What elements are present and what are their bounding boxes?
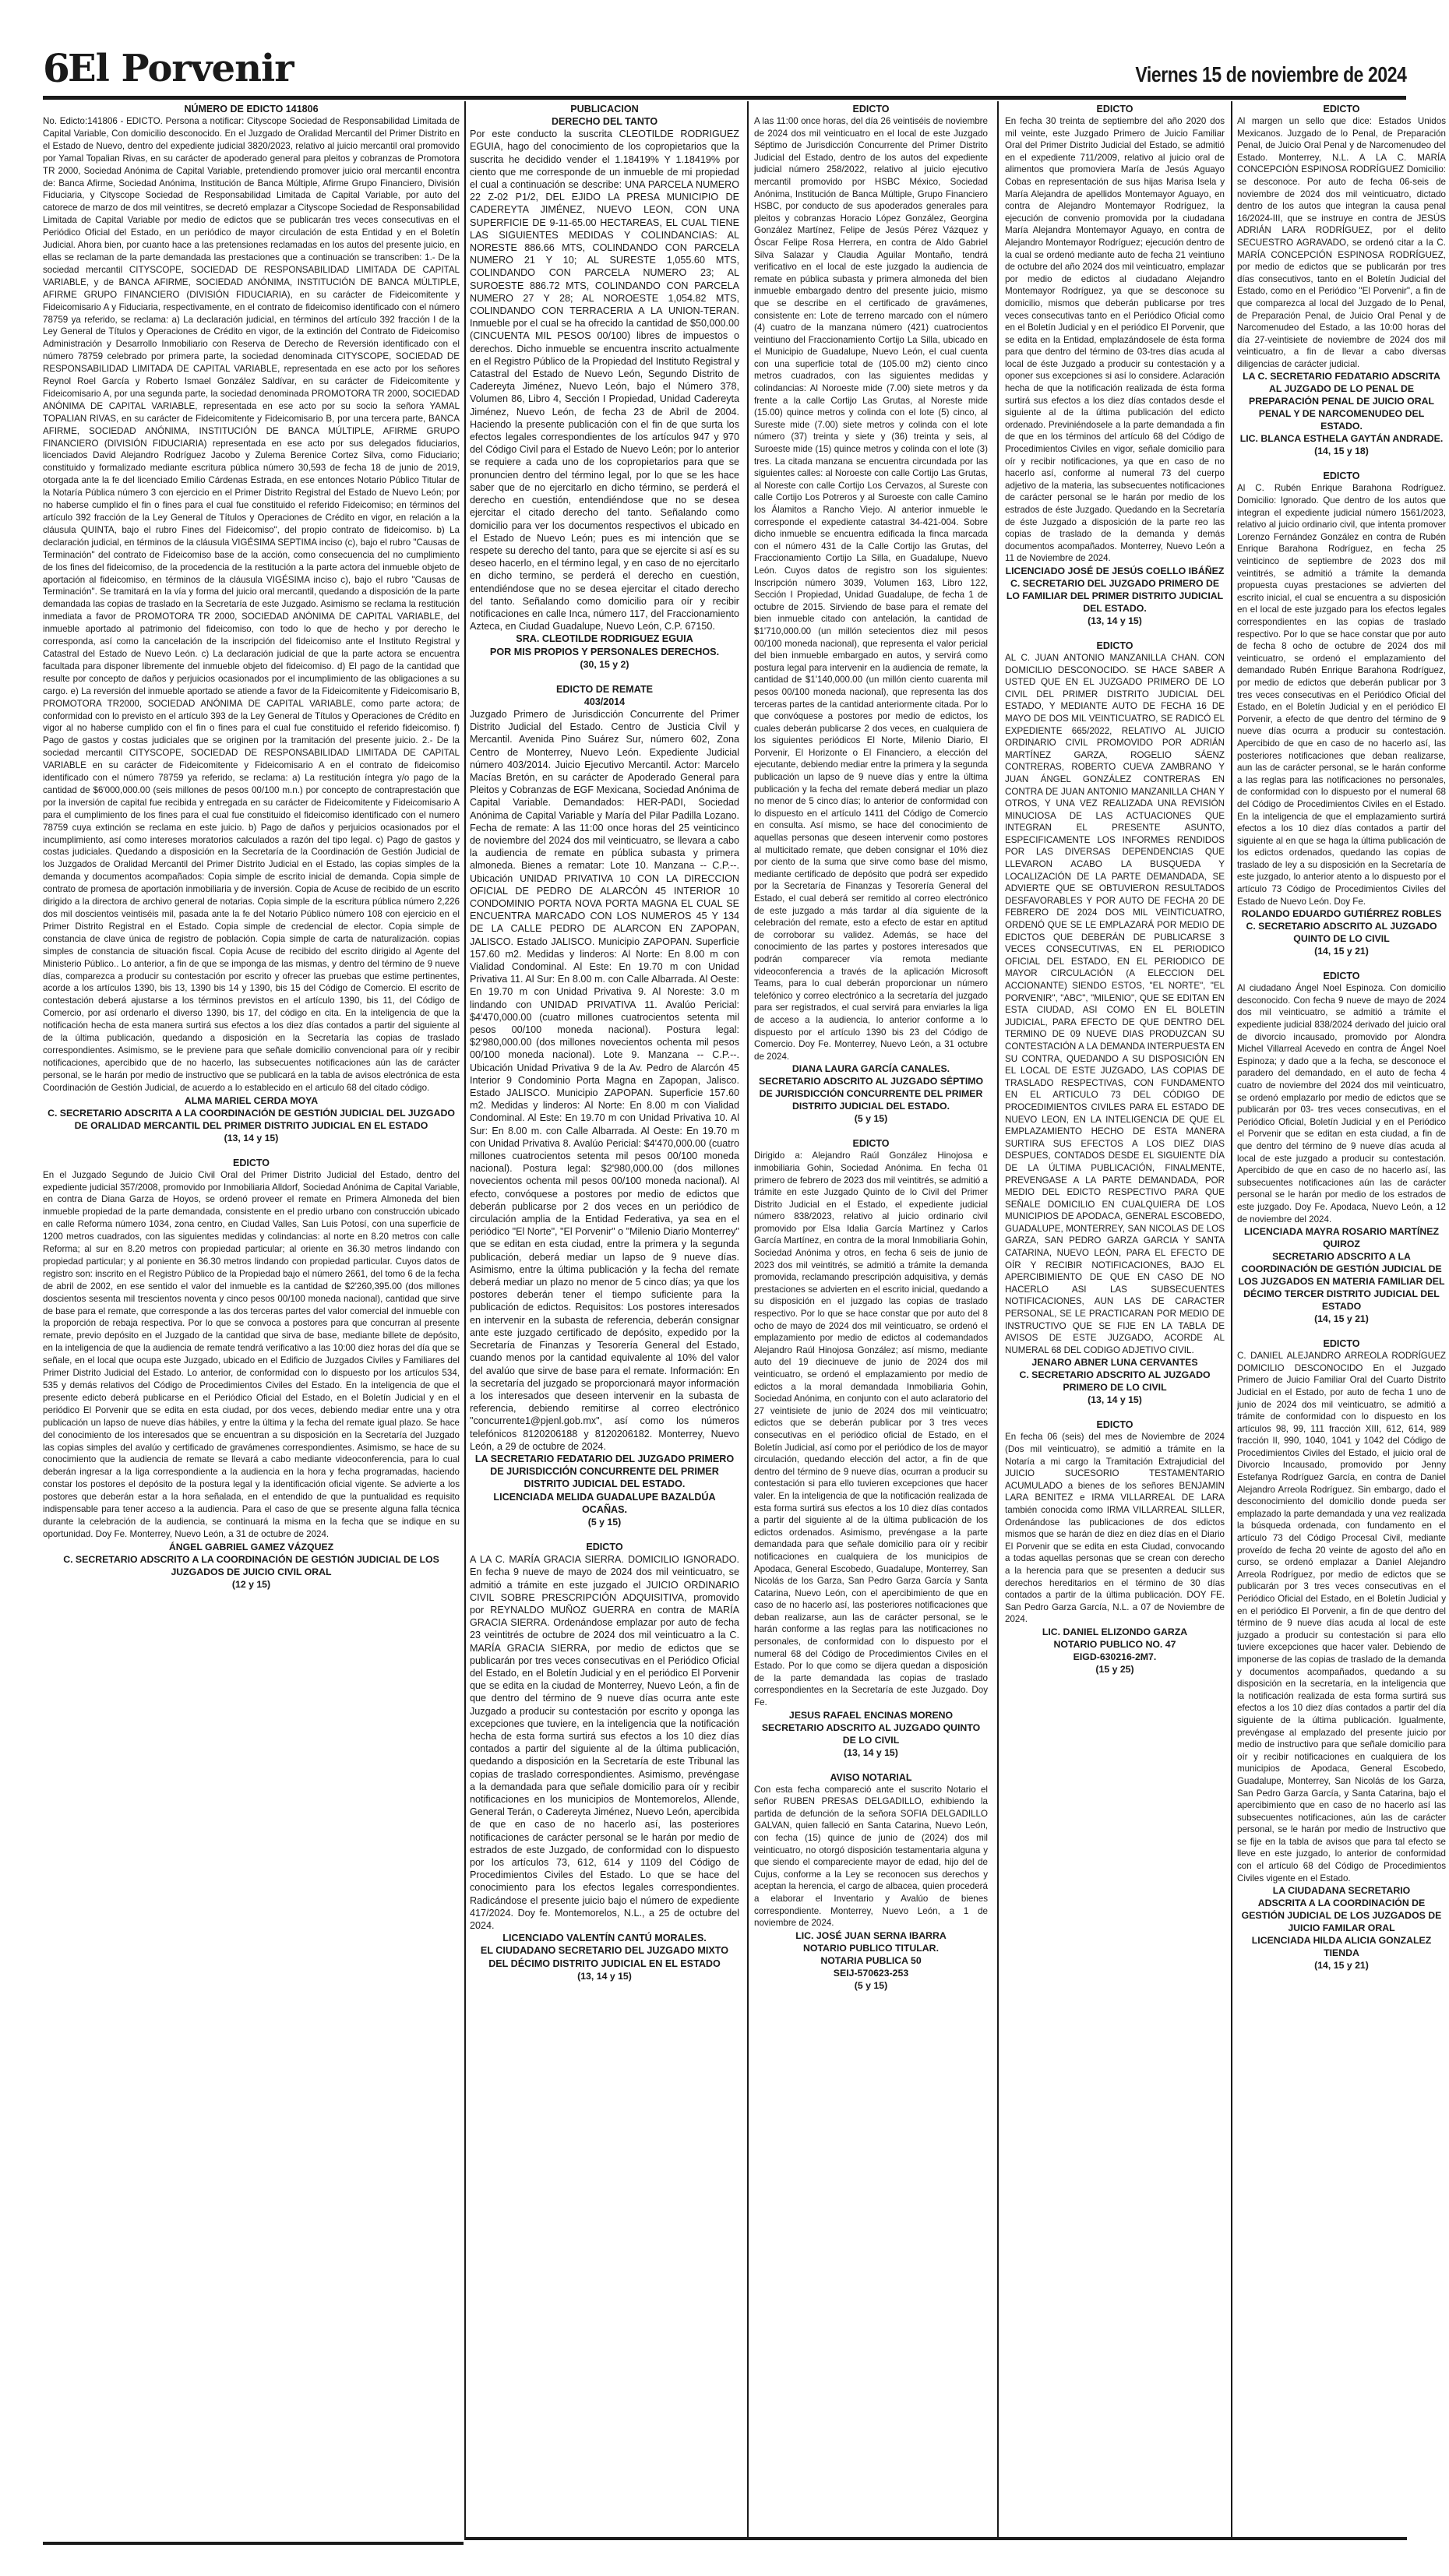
notice-signature-line: LICENCIADO JOSÉ DE JESÚS COELLO IBÁÑEZ: [1005, 565, 1225, 576]
notice-signature-line: LA C. SECRETARIO FEDATARIO ADSCRITA AL JUZGADO DE LO PENAL DE PREPARACIÓN PENAL DE JUICIO ORAL PENAL Y DE NARCOMENUDEO DEL ESTADO.: [1243, 371, 1440, 432]
publication-dates: (5 y 15): [854, 1113, 888, 1125]
notice-title: EDICTO: [1096, 104, 1133, 115]
column-1: [43, 103, 460, 2549]
legal-notice: [1005, 640, 1225, 1406]
notice-title: EDICTO: [1323, 104, 1360, 115]
publication-dates: (13, 14 y 15): [1088, 615, 1142, 626]
legal-notice: [470, 103, 739, 671]
notice-signature-line: NOTARIO PUBLICO NO. 47: [1053, 1638, 1176, 1650]
notice-signature-line: ADSCRITA A LA COORDINACIÓN DE GESTIÓN JUDICIAL DE LOS JUZGADOS DE JUICIO FAMILAR ORAL: [1241, 1898, 1442, 1934]
notice-signature-line: LA SECRETARIO FEDATARIO DEL JUZGADO PRIMERO DE JURISDICCIÓN CONCURRENTE DEL PRIMER DISTRITO JUDICIAL DEL ESTADO.: [474, 1453, 735, 1490]
notice-signature-line: POR MIS PROPIOS Y PERSONALES DERECHOS.: [489, 646, 720, 657]
notice-signature-line: EIGD-630216-2M7.: [1073, 1651, 1157, 1662]
notice-title: EDICTO: [852, 104, 890, 115]
publication-dates: (14, 15 y 18): [1314, 446, 1369, 457]
notice-body: Al margen un sello que dice: Estados Unidos Mexicanos. Juzgado de lo Penal, de Preparación Penal, de Juicio Oral Penal y de Narcomenudeo del Estado. Monterrey, N.L. A LA C. MARÍA CONCEPCIÓN ESPINOSA RODRÍGUEZ Domicilio: se desconoce. Por auto de fecha 06-seis de noviembre de 2024 dos mil veinticuatro, dictado dentro de los autos que integran la causa penal 16/2024-III, que se instruye en contra de JESÚS ADRIÁN LARA RODRÍGUEZ, por el delito SECUESTRO AGRAVADO, se ordenó citar a la C. MARÍA CONCEPCIÓN ESPINOSA RODRÍGUEZ, por medio de edictos que se publicarán por tres días consecutivos, tanto en el Boletín Judicial del Estado, como en el Periódico "El Porvenir", a fin de que comparezca al local del Juzgado de lo Penal, de Preparación Penal, de Juicio Oral Penal y de Narcomenudeo del Estado, a las 10:00 horas del día 27-veintisiete de noviembre de 2024 dos mil veinticuatro, a fin de llevar a cabo diversas diligencias de carácter judicial.: [1237, 116, 1446, 369]
notice-body: Al C. Rubén Enrique Barahona Rodríguez. Domicilio: Ignorado. Que dentro de los autos que integran el expediente judicial número 1561/2023, relativo al juicio ordinario civil, que intenta promover Lorenzo Fernández González en contra de Rubén Enrique Barahona Rodríguez, en fecha 25 veinticinco de septiembre de 2023 dos mil veintitrés, se admitió a trámite la demanda propuesta cuyas prestaciones se advierten del escrito inicial, el cual se encuentra a su disposición en el local de este juzgado para los efectos legales correspondientes en las copias de traslado respectivo. Por lo que se hace constar que por auto de fecha 8 ocho de octubre de 2024 dos mil veinticuatro, se ordenó el emplazamiento del demandado Rubén Enrique Barahona Rodríguez, por medio de edictos que deberán publicar por 3 tres veces consecutivas en el Periódico Oficial del Estado, en el Boletín Judicial y en el periódico El Porvenir, a efecto de que dentro del término de 9 nueve días ocurra a producir su contestación. Apercibido de que en caso de no hacerlo así, las posteriores notificaciones que deban realizarse, aun las de carácter personal, se le harán conforme a las reglas para las notificaciones no personales, de conformidad con lo dispuesto por el numeral 68 del Código de Procedimientos Civiles en el Estado. En la inteligencia de que el emplazamiento surtirá efectos a los 10 diez días contados a partir del siguiente al en que se haga la última publicación de los edictos ordenados, quedando las copias de traslado de ley a su disposición en la Secretaría de este juzgado, lo anterior atento a lo dispuesto por el artículo 73 Código de Procedimientos Civiles del Estado de Nuevo León. Doy Fe.: [1237, 483, 1446, 907]
notice-signature-line: C. SECRETARIO ADSCRITO A LA COORDINACIÓN DE GESTIÓN JUDICIAL DE LOS JUZGADOS DE JUICIO CIVIL ORAL: [63, 1553, 439, 1577]
notice-body: A LA C. MARÍA GRACIA SIERRA. DOMICILIO IGNORADO. En fecha 9 nueve de mayo de 2024 dos mil veinticuatro, se admitió a trámite en este juzgado el JUICIO ORDINARIO CIVIL SOBRE PRESCRIPCIÓN ADQUISITIVA, promovido por REYNALDO MUÑOZ GUERRA en contra de MARÍA GRACIA SIERRA. Ordenándose emplazar por auto de fecha 23 veintitrés de octubre de 2024 dos mil veinticuatro a la C. MARÍA GRACIA SIERRA, por medio de edictos que se publicarán por tres veces consecutivas en el Periódico Oficial del Estado, en el Boletín Judicial y en el periódico El Porvenir que se edita en la ciudad de Monterrey, Nuevo León, a fin de que dentro del término de 9 nueve días ocurra ante este Juzgado a producir su contestación por escrito y oponga las excepciones que tuviere, en la inteligencia que la notificación hecha de esta forma surtirá sus efectos a los 10 diez días contados a partir del siguiente al de la última publicación, quedando a disposición en la Secretaría de este Tribunal las copias de traslado correspondientes. Asimismo, prevéngase a la demandada para que señale domicilio para oír y recibir notificaciones en los municipios de Montemorelos, Allende, General Terán, o Cadereyta Jiménez, Nuevo León, apercibida de que en caso de no hacerlo así, las posteriores notificaciones de carácter personal se le harán por medio de estrados de este Juzgado, de conformidad con lo dispuesto por los artículos 73, 612, 614 y 1109 del Código de Procedimientos Civiles del Estado. Lo que se hace del conocimiento para los efectos legales correspondientes. Radicándose el presente juicio bajo el número de expediente 417/2024. Doy fe. Montemorelos, N.L., a 25 de octubre del 2024.: [470, 1554, 739, 1932]
publication-dates: (13, 14 y 15): [224, 1132, 279, 1144]
publication-dates: (13, 14 y 15): [1088, 1394, 1142, 1406]
notice-body: Al ciudadano Ángel Noel Espinoza. Con domicilio desconocido. Con fecha 9 nueve de mayo de 2024 dos mil veinticuatro, se admitió a trámite el expediente judicial 838/2024 derivado del juicio oral de divorcio incausado, promovido por Alondra Michel Villarreal Acevedo en contra de Ángel Noel Espinoza; y dado que a la fecha, se desconoce el paradero del demandado, en el auto de fecha 4 cuatro de noviembre del 2024 dos mil veinticuatro, se ordenó emplazarlo por medio de edictos que se publicarán por 03- tres veces consecutivas, en el Periódico Oficial, Boletín Judicial y en el Periódico el Porvenir que se editan en esta ciudad, a fin de que dentro del término de 9 nueve días acuda al local de este juzgado a producir su contestación. Apercibido de que en caso de no hacerlo así, las subsecuentes notificaciones aún las de carácter personal se le harán por medio de los estrados de este juzgado. Doy Fe. Apodaca, Nuevo León, a 12 de noviembre del 2024.: [1237, 983, 1446, 1225]
notice-body: Juzgado Primero de Jurisdicción Concurrente del Primer Distrito Judicial del Estado. Centro de Justicia Civil y Mercantil. Avenida Pino Suárez Sur, número 602, Zona Centro de Monterrey, Nuevo León. Expediente Judicial número 403/2014. Juicio Ejecutivo Mercantil. Actor: Marcelo Macías Bretón, en su carácter de Apoderado General para Pleitos y Cobranzas de EGF Mexicana, Sociedad Anónima de Capital Variable. Demandados: HER-PADI, Sociedad Anónima de Capital Variable y María del Pilar Padilla Lozano. Fecha de remate: A las 11:00 once horas del 25 veinticinco de noviembre del 2024 dos mil veinticuatro, se llevara a cabo la audiencia de remate en pública subasta y primera almoneda. Bienes a rematar: Lote 10. Manzana -- C.P.--. Ubicación UNIDAD PRIVATIVA 10 CON LA DIRECCION OFICIAL DE PEDRO DE ALARCÓN 45 INTERIOR 10 CONDOMINIO PORTA NOVA PORTA MAGNA EL CUAL SE ENCUENTRA MARCADO CON LOS NUMEROS 45 Y 134 DE LA CALLE PEDRO DE ALARCON EN ZAPOPAN, JALISCO. Estado JALISCO. Municipio ZAPOPAN. Superficie 157.60 m2. Medidas y linderos: Al Norte: En 8.00 m con Vialidad Condominal. Al Este: En 19.70 m con Unidad Privativa 11. Al Sur: En 8.00 m. con Calle Albarrada. Al Oeste: En 19.70 m con Unidad Privativa 9. Al Noreste: 3.0 m lindando con UNIDAD PRIVATIVA 11. Avalúo Pericial: $4'470,000.00 (cuatro millones cuatrocientos setenta mil pesos 00/100 moneda nacional). Postura legal: $2'980,000.00 (dos millones novecientos ochenta mil pesos 00/100 moneda nacional). Lote 9. Manzana -- C.P.--. Ubicación Unidad Privativa 9 de la Av. Pedro de Alarcón 45 Interior 9 Condominio Porta Magna en Zapopan, Jalisco. Estado JALISCO. Municipio ZAPOPAN. Superficie 157.60 m2. Medidas y linderos: Al Norte: En 8.00 m con Vialidad Condominal. Al Este: En 19.70 m con Unidad Privativa 10. Al Sur: En 8.00 m. con Calle Albarrada. Al Oeste: En 19.70 m con Unidad Privativa 8. Avalúo Pericial: $4'470,000.00 (cuatro millones cuatrocientos setenta mil pesos 00/100 moneda nacional). Postura legal: $2'980,000.00 (dos millones novecientos ochenta mil pesos 00/100 moneda nacional). Al efecto, convóquese a postores por medio de edictos que deberán publicarse por 2 dos veces en un periódico de circulación amplia de la Entidad Federativa, ya sea en el periódico "El Norte", "El Porvenir" o "Milenio Diario Monterrey" que se editan en esta ciudad, entre la primera y la segunda publicación, deberá mediar un lapso de 9 nueve días. Asimismo, entre la última publicación y la fecha del remate deberá mediar un plazo no menor de 5 cinco días; ya que los postores deberán tener el tiempo suficiente para la publicación de edictos. Requisitos: Los postores interesados en intervenir en la subasta de referencia, deberán consignar ante este juzgado certificado de depósito, expedido por la Secretaría de Finanzas y Tesorería General del Estado, cuando menos por la cantidad equivalente al 10% del valor del avalúo que sirve de base para el remate. Información: En la secretaría del juzgado se proporcionará mayor información a los interesados que deseen intervenir en la subasta de referencia, debiendo remitirse al correo electrónico "concurrente1@pjenl.gob.mx", así como los números telefónicos 8120206188 y 8120206182. Monterrey, Nuevo León, a 29 de octubre de 2024.: [470, 708, 739, 1452]
notice-signature-line: LIC. DANIEL ELIZONDO GARZA: [1042, 1626, 1188, 1637]
notice-signature-line: NOTARIO PUBLICO TITULAR.: [803, 1942, 939, 1954]
legal-notice: [1005, 103, 1225, 627]
notice-body: No. Edicto:141806 - EDICTO. Persona a notificar: Cityscope Sociedad de Responsabilidad Limitada de Capital Variable, Con domicilio desconocido. En el Juzgado de Oralidad Mercantil del Primer Distrito en el Estado de Nuevo, dentro del expediente judicial 3820/2023, relativo al juicio mercantil oral promovido por Yamal Topalian Rivas, en su carácter de apoderado general para pleitos y cobranzas de Promotora TR 2000, Sociedad Anónima de Capital Variable, pretendiendo promover juicio oral mercantil encontra de: Banca Afirme, Sociedad Anónima, Institución de Banca Múltiple, Afirme Grupo Financiero, División Fiduciaria, y Cityscope Sociedad de Responsabilidad Limitada de Capital Variable, por auto del catorece de marzo de dos mil veintitres, se decretó emplazar a Cityscope Sociedad de Responsabilidad Limitada de Capital Variable por medio de edictos que se publicarán tres veces consecutivas en el Periódico Oficial del Estado, en un periódico de mayor circulación de esta Entidad y en el Boletín Judicial. Ahora bien, por cuanto hace a las pretensiones reclamadas en los autos del presente juicio, en ellas se reclaman de la parte demandada las prestaciones que a continuación se transcriben: 1.- De la sociedad mercantil CITYSCOPE, SOCIEDAD DE RESPONSABILIDAD LIMITADA DE CAPITAL VARIABLE, y de BANCA AFIRME, SOCIEDAD ANÓNIMA, INSTITUCIÓN DE BANCA MÚLTIPLE, AFIRME GRUPO FINANCIERO (DIVISIÓN FIDUCIARIA), en su carácter de Fideicomitente y Fideicomisario A y Fiduciaria, respectivamente, en el contrato de fideicomiso identificado con el número 78759 ya referido, se reclama: a) La declaración judicial, en términos del artículo 392 fracción I de la Ley General de Títulos y Operaciones de Crédito en vigor, de la extinción del Contrato de Fideicomiso Administración y Desarrollo Inmobiliario con Reserva de Derecho de Reversión identificado con el número 78759 celebrado por primera parte, la sociedad denominada CITYSCOPE, SOCIEDAD DE RESPONSABILIDAD LIMITADA DE CAPITAL VARIABLE, representada en ese acto por los señores Reynol Roel García y Roberto Ismael González Saldívar, en su carácter de Fideicomitente y Fideicomisario A, por una segunda parte, la sociedad denominada PROMOTORA TR 2000, SOCIEDAD ANÓNIMA DE CAPITAL VARIABLE, representada en ese acto por su socio la señora YAMAL TOPALIAN RIVAS, en su carácter de Fideicomitente y Fideicomisario B, por una tercera parte, BANCA AFIRME, SOCIEDAD ANÓNIMA, INSTITUCIÓN DE BANCA MÚLTIPLE, AFIRME GRUPO FINANCIERO (DIVISIÓN FIDUCIARIA) representada en ese acto por sus delegados fiduciarios, licenciados David Alejandro Rodríguez Jacobo y Zulema Berenice Cortez Silva, como Fiduciario; constituido y formalizado mediante escritura pública número 30,593 de fecha 18 de junio de 2019, otorgada ante la fe del licenciado Emilio Cárdenas Estrada, en ese entonces Notario Público Titular de la Notaría Pública número 3 con ejercicio en el Primer Distrito Registral del Estado de Nuevo León; por no haberse cumplido el fin o fines para el cual fue constituido el referido Fideicomiso; en términos del artículo 392 fracción de la Ley General de Títulos y Operaciones de Crédito en vigor, en relación a la cláusula QUINTA, bajo el rubro Fines del Fideicomiso", del propio contrato de fideicomiso. b) La declaración judicial, en términos de la cláusula VIGÉSIMA SEPTIMA inciso (c), bajo el rubro "Causas de Terminación" del contrato de Fideicomiso base de la acción, como consecuencia del no cumplimiento de los fines del fideicomiso, de la procedencia de la restitución a la parte actora del inmueble objeto de aportación al fideicomiso, en términos de la cláusula VIGÉSIMA inciso c), bajo el rubro "Causas de Terminación". Se tramitará en la vía y forma del juicio oral mercantil, quedando a disposición de la parte demandada las copias de traslado en la Secretaría de este Juzgado. Asimismo se reclama la restitución inmediata a favor de PROMOTORA TR 2000, SOCIEDAD ANÓNIMA DE CAPITAL VARIABLE, del inmueble aportado al patrimonio del fideicomiso, con todo lo que de hecho y por derecho le corresponda, así como la cancelación de la inscripción del fideicomiso ante el Instituto Registral y Catastral del Estado de Nuevo León. c) La declaración judicial de que la parte actora se encuentra facultada para disponer libremente del inmueble objeto del fideicomiso. d) El pago de la cantidad que resulte por concepto de daños y perjuicios ocasionados por el incumplimiento de las obligaciones a su cargo. e) La reversión del inmueble aportado se atiende a favor de la Fideicomitente y Fideicomisario B, PROMOTORA TR2000, SOCIEDAD ANÓNIMA DE CAPITAL VARIABLE, como parte actora; de conformidad con lo previsto en el artículo 393 de la Ley General de Títulos y Operaciones de Crédito en vigor al no haberse cumplido con el fin o fines para el cual fue constituido el referido fideicomiso. f) Pago de gastos y costas judiciales que se originen por la tramitación del presente juicio. 2.- De la sociedad mercantil CITYSCOPE, SOCIEDAD DE RESPONSABILIDAD LIMITADA DE CAPITAL VARIABLE en su carácter de Fideicomitente y Fideicomisario A en el contrato de fideicomiso identificado con el número 78759 ya referido, se reclama: a) La restitución íntegra y/o pago de la cantidad de $6'000,000.00 (seis millones de pesos 00/100 m.n.) por concepto de contraprestación que por la inversión de capital fue recibida y entregada en su carácter de Fideicomitente y Fideicomisario A para el cumplimiento de los fines para el cual fue constituido el fideicomiso identificado con el numero 78759 cuya extinción se reclama en este juicio. b) Pago de daños y perjuicios ocasionados por el incumplimiento, así como intereses moratorios calculados a razón del tipo legal. c) Pago de gastos y costas judiciales. Quedando a disposición en la Secretaría de la Coordinación de Gestión Judicial de los Juzgados de Oralidad Mercantil del Primer Distrito Judicial en el Estado, las copias simples de la demanda y documentos acompañados: Copia simple de escrito inicial de demanda. Copia simple de contrato de promesa de aportación inmobiliaria y de inversión. Copia de Acuse de recibido de un escrito dirigido a la directora de archivo general de notarias. Copia simple de la escritura pública número 2,226 dos mil doscientos veintiséis mil, pasada ante la fe del Notario Público número 108 con ejercicio en el Primer Distrito Registral en el Estado. Copia simple de credencial de elector. Copia simple de constancia de clave única de registro de población. Copia simple de carta de naturalización. copias simples de constancia de situación fiscal. Copia Acuse de recibido del escrito dirigido al Agente del Ministerio Público.. Lo anterior, a fin de que se imponga de las mismas, y dentro del término de 9 nueve días, comparezca a producir su contestación por escrito y ofrecer las pruebas que estime pertinentes, acorde a los artículos 1390, bis 13, 1390 bis 14 y 1390, bis 15 del Código de Comercio. El escrito de contestación deberá ajustarse a los términos previstos en el artículo 1390, bis 11, del Código de Comercio, por así ordenarlo el diverso 1390, bis 17, del código en cita. En la inteligencia de que la notificación hecha de esta manera surtirá sus efectos a los diez días contados a partir del siguiente al de la última publicación, quedando a disposición en la Secretaría las copias de traslado correspondientes. Asimismo, se le previene para que señale domicilio convencional para oír y recibir notificaciones, apercibido que de no hacerlo, las subsecuentes notificaciones aún las de carácter personal, se le harán por medio de instructivo que se publicará en la tabla de avisos electrónica de esta Coordinación de Gestión Judicial, de acuerdo a lo establecido en el articulo 68 del citado código.: [43, 116, 460, 1093]
notice-signature-line: SECRETARIO ADSCRITO AL JUZGADO QUINTO DE LO CIVIL: [761, 1721, 981, 1746]
notice-title: AVISO NOTARIAL: [830, 1771, 912, 1783]
notice-body: C. DANIEL ALEJANDRO ARREOLA RODRÍGUEZ DOMICILIO DESCONOCIDO En el Juzgado Primero de Juicio Familiar Oral del Cuarto Distrito Judicial en el Estado, por auto de fecha 1 uno de junio de 2024 dos mil veinticuatro, se admitió a trámite de conformidad con lo dispuesto en los artículos 98, 99, 111 fracción XIII, 612, 614, 989 fracción II, 990, 1040, 1041 y 1042 del Código de Procedimientos Civiles del Estado, el juicio oral de Divorcio Incausado, promovido por Jenny Estefanya Rodríguez García, en contra de Daniel Alejandro Arreola Rodríguez. Sin embargo, dado el desconocimiento del domicilio donde pueda ser emplazado la parte demandada y una vez realizada la búsqueda ordenada, con fundamento en el artículo 73 del Código Procesal Civil, mediante proveído de fecha 20 veinte de agosto del año en curso, se ordenó emplazar a Daniel Alejandro Arreola Rodríguez, por medio de edictos que se publicarán por 3 tres veces consecutivas en el Periódico Oficial del Estado, en el Boletín Judicial y en el periódico El Porvenir, a fin de que dentro del término de 9 nueve días acuda al local de este juzgado a producir su contestación si para ello tuviere excepciones que hacer valer. Debiendo de imponerse de las copias de traslado de la demanda y documentos acompañados, quedando a su disposición en la secretaría, en la inteligencia que la notificación realizada de esta forma surtirá sus efectos a los 10 diez días contados a partir del día siguiente de la última publicación. Igualmente, prevéngase al emplazado del presente juicio por medio de instructivo para que señale domicilio para oír y recibir notificaciones en cualquiera de los municipios de Apodaca, General Escobedo, Guadalupe, Monterrey, San Nicolás de los Garza, San Pedro Garza García, y Santa Catarina, bajo el apercibimiento que en caso de no hacerlo así las subsecuentes notificaciones, aún las de carácter personal, se le harán por medio de Instructivo que se fije en la tabla de avisos que para tal efecto se lleve en este juzgado, lo anterior de conformidad con el artículo 68 del Código de Procedimientos Civiles vigente en el Estado.: [1237, 1351, 1446, 1884]
masthead: [43, 45, 1406, 97]
footer-rule: [464, 2537, 1407, 2540]
notice-signature-line: LA CIUDADANA SECRETARIO: [1272, 1885, 1411, 1897]
publication-dates: (13, 14 y 15): [844, 1746, 898, 1758]
notice-body: En el Juzgado Segundo de Juicio Civil Oral del Primer Distrito Judicial del Estado, dentro del expediente judicial 357/2008, promovido por Inmobiliaria Alldorf, Sociedad Anónima de Capital Variable, en contra de Diana Garza de Hoyos, se ordenó proveer el remate en Primera Almoneda del bien inmueble propiedad de la parte demandada, consistente en el predio urbano con construcción ubicado en calle Reforma número 1034, zona centro, en Ciudad Valles, San Luis Potosí, con una superficie de 1200 metros cuadrados, con las siguientes medidas y colindancias: al norte en 8.20 metros con calle Reforma; al sur en 8.20 metros con propiedad particular; al oriente en 36.30 metros lindando con propiedad particular; y al poniente en 36.30 metros lindando con propiedad particular. Cuyos datos de registro son: inscrito en el Registro Público de la Propiedad bajo el número 2661, del tomo 6 de la fecha de abril de 2002, en ese sentido el valor del inmueble es la cantidad de $2'260,395.00 (dos millones doscientos sesenta mil trescientos noventa y cinco pesos 00/100 moneda nacional), cantidad que sirve de base para el remate, que corresponde a las dos terceras partes del valor comercial del inmueble con la proporción de rebaja respectiva. Por lo que se convoca a postores para que concurran al presente remate, previo depósito en el Juzgado de la cantidad que sirva de base, mediante billete de depósito, en la inteligencia de que la audiencia de remate tendrá verificativo a las 10:00 diez horas del día que se señale, en el local que ocupa este Juzgado, ubicado en el Edificio de Juzgados Civiles y Familiares del Primer Distrito Judicial del Estado. Lo anterior, de conformidad con lo dispuesto por los artículos 534, 535 y demás relativos del Código de Procedimientos Civiles del Estado. En la inteligencia de que el presente edicto deberá publicarse en el Periódico Oficial del Estado, en el Boletín Judicial y en el periódico El Porvenir que se edita en esta ciudad, por dos veces, debiendo mediar entre una y otra publicación un lapso de nueve días hábiles, y entre la última y la fecha del remate igual plazo. Se hace del conocimiento de los interesados que se encuentran a su disposición en la Secretaría del Juzgado las copias simples del avalúo y certificado de gravámenes correspondientes. Asimismo, se hace de su conocimiento que la audiencia de remate se llevará a cabo mediante videoconferencia, para lo cual deberán ingresar a la liga correspondiente a la audiencia en la hora y fecha programadas, haciendo constar los postores el depósito de la postura legal y la identificación oficial vigente. Se advierte a los postores que deberán estar a la hora señalada, en el entendido de que la puntualidad es requisito indispensable para tener acceso a la audiencia. Para el caso de que se presente alguna falla técnica durante la celebración de la audiencia, se continuará la misma en la fecha que se indique en su oportunidad. Doy Fe. Monterrey, Nuevo León, a 31 de octubre de 2024.: [43, 1169, 460, 1539]
notice-signature-line: SECRETARIO ADSCRITO AL JUZGADO SÉPTIMO DE JURISDICCIÓN CONCURRENTE DEL PRIMER DISTRITO JUDICIAL DEL ESTADO.: [758, 1076, 984, 1112]
publication-dates: (14, 15 y 21): [1314, 946, 1369, 957]
notice-signature-line: C. SECRETARIO ADSCRITO AL JUZGADO PRIMERO DE LO CIVIL: [1019, 1369, 1211, 1394]
notice-subtitle: 403/2014: [583, 696, 626, 707]
footer-rule: [43, 2542, 464, 2545]
column-3: [754, 103, 988, 2537]
notice-signature-line: C. SECRETARIO ADSCRITA A LA COORDINACIÓN DE GESTIÓN JUDICIAL DEL JUZGADO DE ORALIDAD MERCANTIL DEL PRIMER DISTRITO JUDICIAL EN EL ESTADO: [48, 1107, 455, 1131]
notice-signature-line: SRA. CLEOTILDE RODRIGUEZ EGUIA: [516, 633, 693, 645]
notice-body: En fecha 30 treinta de septiembre del año 2020 dos mil veinte, este Juzgado Primero de Juicio Familiar Oral del Primer Distrito Judicial del Estado, se admitió en el expediente 711/2009, relativo al juicio oral de alimentos que promoviera María de Jesús Aguayo Cobas en representación de sus hijas Marisa Isela y María Alejandra de apellidos Montemayor Aguayo, en contra de Alejandro Montemayor Rodríguez, la ejecución de convenio promovida por la ciudadana María Alejandra Montemayor Aguayo, en contra de Alejandro Montemayor Rodríguez; ejecución dentro de la cual se ordenó mediante auto de fecha 21 veintiuno de octubre del año 2024 dos mil veinticuatro, emplazar por medio de edictos al ciudadano Alejandro Montemayor Rodríguez, ya que se desconoce su domicilio, mismos que deberán publicarse por tres veces consecutivas tanto en el Periódico Oficial como en el Boletín Judicial y en el periódico El Porvenir, que se edita en la Entidad, emplazándosele de ésta forma para que dentro del término de 03-tres días acuda al local de éste Juzgado a producir su contestación y a oponer sus excepciones si así lo considere. Aclaración hecha de que la notificación realizada de ésta forma surtirá sus efectos a los diez días contados desde el siguiente al de la última publicación del edicto ordenado. Previniéndosele a la parte demandada a fin de que en los términos del artículo 68 del Código de Procedimientos Civiles en vigor, señale domicilio para oír y recibir notificaciones, ya que en caso de no hacerlo así, conforme al numeral 73 del cuerpo adjetivo de la materia, las subsecuentes notificaciones de carácter personal se le harán por medio de los estrados de éste Juzgado. Quedando en la Secretaría de éste Juzgado a disposición de la parte reo las copias de traslado de la demanda y demás documentos acompañados. Monterrey, Nuevo León a 11 de Noviembre de 2024.: [1005, 116, 1225, 564]
notice-title: EDICTO: [1096, 1419, 1133, 1431]
notice-title: EDICTO: [1323, 470, 1360, 482]
notice-signature-line: SECRETARIO ADSCRITO A LA COORDINACIÓN DE GESTIÓN JUDICIAL DE LOS JUZGADOS EN MATERIA FAMILIAR DEL DÉCIMO TERCER DISTRITO JUDICIAL DEL ESTADO: [1238, 1251, 1445, 1313]
legal-notice: [754, 1137, 988, 1758]
notice-signature-line: LICENCIADO VALENTÍN CANTÚ MORALES.: [502, 1933, 707, 1944]
notice-body: Dirigido a: Alejandro Raúl González Hinojosa e inmobiliaria Gohin, Sociedad Anónima. En fecha 01 primero de febrero de 2023 dos mil veintitrés, se admitió a trámite en este Juzgado Quinto de lo Civil del Primer Distrito Judicial en el Estado, el expediente judicial número 838/2023, relativo al juicio ordinario civil promovido por Elsa Idalia García Martínez y Carlos García Martínez, en contra de la moral Inmobiliaria Gohin, Sociedad Anónima y otros, en fecha 6 seis de junio de 2023 dos mil veintitrés, se admitió a trámite la demanda promovida, reclamando prescripción adquisitiva, y demás prestaciones se advierten en el escrito inicial, quedando a su disposición en el juzgado las copias de traslado respectivo. Por lo que se hace constar que por auto del 8 ocho de mayo de 2024 dos mil veinticuatro, se ordenó el emplazamiento por medio de edictos al codemandados Alejandro Raúl Hinojosa González; así mismo, mediante auto del 19 diecinueve de junio de 2024 dos mil veinticuatro, se ordenó el emplazamiento por medio de edictos a la moral demandada Inmobiliaria Gohin, Sociedad Anónima, en conjunto con el auto aclaratorio del 27 veintisiete de junio de 2024 dos mil veinticuatro; edictos que se deberán publicar por 3 tres veces consecutivas en el periódico oficial de Estado, en el Boletín Judicial, así como por el periódico de los de mayor circulación, quedando elección del actor, a fin de que dentro del término de 9 nueve días, ocurran a producir su contestación si para ello tuvieren excepciones que hacer valer. En la inteligencia de que la notificación realizada de esta forma surtirá sus efectos a los 10 diez días contados a partir del siguiente al de la última publicación de los edictos ordenados. Asimismo, prevéngase a la parte demandada para que señale domicilio para oír y recibir notificaciones en cualquiera de los municipios de Apodaca, General Escobedo, Guadalupe, Monterrey, San Nicolás de los Garza, San Pedro Garza García y Santa Catarina, Nuevo León, con el apercibimiento de que en caso de no hacerlo así, las posteriores notificaciones que deban realizarse, aun las de carácter personal, se le harán conforme a las reglas para las notificaciones no personales, de conformidad con lo dispuesto por el numeral 68 del Código de Procedimientos Civiles en el Estado. Por lo que como se dijera quedan a disposición de la parte demandada las copias de traslado correspondientes en la Secretaría de este Juzgado. Doy Fe.: [754, 1151, 988, 1708]
legal-notice: [43, 1157, 460, 1591]
publication-dates: (30, 15 y 2): [580, 658, 629, 670]
notice-title: EDICTO: [1096, 640, 1133, 651]
notice-title: EDICTO: [233, 1157, 270, 1168]
legal-notice: [754, 1771, 988, 1992]
publication-dates: (5 y 15): [587, 1516, 622, 1528]
notice-signature-line: ALMA MARIEL CERDA MOYA: [184, 1094, 319, 1106]
notice-title: EDICTO: [586, 1541, 623, 1552]
newspaper-logo: El Porvenir: [68, 47, 294, 90]
notice-body: Con esta fecha compareció ante el suscrito Notario el señor RUBEN PRESAS DELGADILLO, exhibiendo la partida de defunción de la señora SOFIA DELGADILLO GALVAN, quien falleció en Santa Catarina, Nuevo León, con fecha (15) quince de junio de (2024) dos mil veinticuatro, no otorgó disposición testamentaria alguna y que siendo el compareciente mayor de edad, hijo del de Cujus, conforme a la Ley se reconocen sus derechos y aceptan la herencia, el cargo de albacea, quien procederá a elaborar el Inventario y Avalúo de bienes correspondiente. Monterrey, Nuevo León, a 1 de noviembre de 2024.: [754, 1784, 988, 1929]
column-2: [470, 103, 739, 2537]
notice-title: PUBLICACION: [570, 104, 639, 115]
publication-dates: (15 y 25): [1095, 1663, 1134, 1675]
notice-signature-line: LICENCIADA MAYRA ROSARIO MARTÍNEZ QUIROZ: [1243, 1226, 1440, 1250]
column-divider: [997, 101, 999, 2539]
issue-date: Viernes 15 de noviembre de 2024: [1134, 62, 1406, 86]
legal-notice: [1237, 470, 1446, 957]
notice-signature-line: SEIJ-570623-253: [833, 1967, 909, 1979]
notice-signature-line: LIC. JOSÉ JUAN SERNA IBARRA: [795, 1929, 947, 1941]
legal-notice: [754, 103, 988, 1125]
notice-signature-line: LICENCIADA MELIDA GUADALUPE BAZALDÚA OCAÑAS.: [493, 1491, 716, 1515]
column-5: [1237, 103, 1446, 2549]
legal-notice: [1237, 1337, 1446, 1972]
notice-signature-line: EL CIUDADANO SECRETARIO DEL JUZGADO MIXTO DEL DÉCIMO DISTRITO JUDICIAL EN EL ESTADO: [480, 1945, 729, 1969]
column-divider: [464, 101, 466, 2539]
notice-body: A las 11:00 once horas, del día 26 veintiséis de noviembre de 2024 dos mil veinticuatro en el local de este Juzgado Séptimo de Jurisdicción Concurrente del Primer Distrito Judicial del Estado, dentro de los autos del expediente judicial número 258/2022, relativo al juicio ejecutivo mercantil promovido por HSBC México, Sociedad Anónima, Institución de Banca Múltiple, Grupo Financiero HSBC, por conducto de sus apoderados generales para pleitos y cobranzas Horacio López González, Georgina González Martínez, Felipe de Jesús Pérez Vázquez y Óscar Felipe Rosa Herrera, en contra de Aldo Gabriel Silva Salazar y Claudia Aguilar Montaño, tendrá verificativo en el local de este juzgado la audiencia de remate en pública subasta y primera almoneda del bien inmueble embargado dentro del presente juicio, mismo que se describe en el certificado de gravámenes, consistente en: Lote de terreno marcado con el número (4) cuatro de la manzana número (421) cuatrocientos veintiuno del Fraccionamiento Cortijo La Silla, ubicado en el Municipio de Guadalupe, Nuevo León, el cual cuenta con una superficie total de (105.00 m2) ciento cinco metros cuadrados, con las siguientes medidas y colindancias: Al Noroeste mide (7.00) siete metros y da frente a la calle Cortijo Las Grutas, al Noreste mide (15.00) quince metros y colinda con el lote (5) cinco, al Sureste mide (7.00) siete metros y colinda con el lote número (37) treinta y siete y (36) treinta y seis, al Suroeste mide (15) quince metros y colinda con el lote (3) tres. La citada manzana se encuentra circundada por las siguientes calles: al Noroeste con calle Cortijo Las Grutas, al Noreste con calle Cortijo Los Cervazos, al Sureste con calle Cortijo Los Potreros y al Suroeste con calle Camino los Álamitos a Rancho Viejo. Al anterior inmueble le corresponde el expediente catastral 34-421-004. Sobre dicho inmueble se encuentra edificada la finca marcada con el número 431 de la Calle Cortijo las Grutas, del Fraccionamiento Cortijo La Silla, en Guadalupe, Nuevo León. Cuyos datos de registro son los siguientes: Inscripción número 3039, Volumen 163, Libro 122, Sección I Propiedad, Unidad Guadalupe, de fecha 1 de octubre de 2015. Sirviendo de base para el remate del bien inmueble citado con antelación, la cantidad de $1'710,000.00 (un millón setecientos diez mil pesos 00/100 moneda nacional), que representa el valor pericial del bien inmueble embargado en autos, y servirá como postura legal para intervenir en la audiencia de remate, la cantidad de $1'140,000.00 (un millón ciento cuarenta mil pesos 00/100 moneda nacional), que representa las dos terceras partes de la cantidad anteriormente citada. Por lo que convóquese a postores por medio de edictos, los cuales deberán publicarse 2 dos veces, en cualquiera de los siguientes periódicos El Norte, Milenio Diario, El Porvenir, El Horizonte o El Financiero, a elección del ejecutante, debiendo mediar entre la primera y la segunda publicación un lapso de 9 nueve días y entre la última publicación y la fecha del remate deberá mediar un plazo no menor de 5 cinco días; lo anterior de conformidad con lo dispuesto en el artículo 1411 del Código de Comercio en consulta. Así mismo, se hace del conocimiento de aquellas personas que deseen intervenir como postores al multicitado remate, que deben consignar el 10% diez por ciento de la suma que sirve como base del mismo, mediante certificado de depósito que podrá ser expedido por la Secretaría de Finanzas y Tesorería General del Estado, el cual deberá ser remitido al correo electrónico de este juzgado a más tardar al día siguiente de la celebración del remate, esto a efecto de estar en aptitud de corroborar su validez. Además, se hace del conocimiento de las partes y postores interesados que podrán comparecer vía remota mediante videoconferencia a través de la aplicación Microsoft Teams, para lo cual deberán proporcionar un número telefónico y correo electrónico a la secretaría del juzgado para ser registrados, el cual servirá para enviarles la liga de acceso a la audiencia, lo anterior conforme a lo dispuesto por el artículo 1390 bis 23 del Código de Comercio. Doy Fe. Monterrey, Nuevo León, a 31 octubre de 2024.: [754, 116, 988, 1062]
column-4: [1005, 103, 1225, 2537]
publication-dates: (12 y 15): [231, 1578, 271, 1590]
legal-notice: [470, 1541, 739, 1982]
notice-subtitle: DERECHO DEL TANTO: [551, 116, 658, 128]
notice-signature-line: C. SECRETARIO DEL JUZGADO PRIMERO DE LO FAMILIAR DEL PRIMER DISTRITO JUDICIAL DEL ESTADO.: [1006, 577, 1224, 614]
notice-signature-line: NOTARIA PUBLICA 50: [820, 1954, 922, 1966]
legal-notice: [1237, 970, 1446, 1325]
notice-title: EDICTO DE REMATE: [555, 683, 654, 695]
publication-dates: (5 y 15): [854, 1979, 888, 1991]
notice-signature-line: DIANA LAURA GARCÍA CANALES.: [791, 1063, 950, 1075]
column-divider: [747, 101, 749, 2539]
legal-notice: [470, 683, 739, 1528]
notice-title: NÚMERO DE EDICTO 141806: [184, 104, 319, 115]
publication-dates: (14, 15 y 21): [1314, 1313, 1369, 1325]
legal-notice: [1237, 103, 1446, 457]
notice-body: Por este conducto la suscrita CLEOTILDE RODRIGUEZ EGUIA, hago del conocimiento de los copropietarios que la suscrita he decidido vender el 1.18419% Y 1.18419% por ciento que me corresponde de un inmueble de mi propiedad el cual a continuación se describe: UNA PARCELA NUMERO 22 Z-02 P1/2, DEL EJIDO LA PRESA MUNICIPIO DE CADEREYTA JIMÉNEZ, NUEVO LEON, CON UNA SUPERFICIE DE 9-11-65.00 HECTAREAS, EL CUAL TIENE LAS SIGUIENTES MEDIDAS Y COLINDANCIAS: AL NORESTE 886.66 MTS, COLINDANDO CON PARCELA NUMERO 21 Y 10; AL SURESTE 1,055.60 MTS, COLINDANDO CON PARCELA NUMERO 23; AL SUROESTE 886.72 MTS, COLINDANDO CON PARCELA NUMERO 27 Y 28; AL NOROESTE 1,054.82 MTS, COLINDANDO CON TERRACERIA A LA UNION-TERAN. Inmueble por el cual se ha ofrecido la cantidad de $50,000.00 (CINCUENTA MIL PESOS 00/100) libres de impuestos o derechos. Dicho inmueble se encuentra inscrito actualmente en el Registro Público de la Propiedad del Instituto Registral y Catastral del Estado de Nuevo León, Segundo Distrito de Cadereyta Jiménez, Nuevo León, bajo el Número 378, Volumen 86, Libro 4, Sección I Propiedad, Unidad Cadereyta Jiménez, Nuevo León, de fecha 23 de Abril de 2004. Haciendo la presente publicación con el fin de que surta los efectos legales correspondientes de los artículos 947 y 970 del Código Civil para el Estado de Nuevo León; por lo anterior se requiere a cada uno de los copropietarios para que se pronuncien dentro del término legal, por lo que se les hace saber que de no ejercitarlo en dicho término, se perderá el derecho en cuestión, entendiéndose que no se desea ejercitar el citado derecho del tanto. Señalando como domicilio para ver los documentos respectivos el ubicado en el Estado de Nuevo León; pues es mi intención que se respete su derecho del tanto, para que se ejercite si así es su deseo hacerlo, en el término legal, y en caso de no ejercitarlo en dicho termino, se perderá el derecho en cuestión, entendiéndose que no se desea ejercitar el citado derecho del tanto. Señalando como domicilio para oír y recibir notificaciones en calle Inca, número 117, del Fraccionamiento Azteca, en Ciudad Guadalupe, Nuevo León, C.P. 67150.: [470, 129, 739, 633]
notice-signature-line: C. SECRETARIO ADSCRITO AL JUZGADO QUINTO DE LO CIVIL: [1246, 921, 1437, 945]
publication-dates: (13, 14 y 15): [577, 1970, 632, 1982]
notice-signature-line: LIC. BLANCA ESTHELA GAYTÁN ANDRADE.: [1239, 433, 1444, 445]
notice-signature-line: LICENCIADA HILDA ALICIA GONZALEZ TIENDA: [1251, 1935, 1432, 1959]
notice-title: EDICTO: [1323, 1338, 1360, 1350]
notice-title: EDICTO: [1323, 971, 1360, 982]
legal-notice: [43, 103, 460, 1144]
column-divider: [1231, 101, 1232, 2539]
notice-body: En fecha 06 (seis) del mes de Noviembre de 2024 (Dos mil veinticuatro), se admitió a trámite en la Notaría a mi cargo la Tramitación Extrajudicial del JUICIO SUCESORIO TESTAMENTARIO ACUMULADO a bienes de los señores BENJAMIN LARA BENITEZ e IRMA VILLARREAL DE LARA también conocida como IRMA VILLARREAL SILLER, Ordenándose las publicaciones de dos edictos mismos que se harán de diez en diez días en el Diario El Porvenir que se edita en esta Ciudad, convocando a todas aquellas personas que se crean con derecho a la herencia para que se presenten a deducir sus derechos hereditarios en el término de 30 días contados a partir de la última publicación. DOY FE. San Pedro Garza García, N.L. a 07 de Noviembre de 2024.: [1005, 1432, 1225, 1625]
notice-title: EDICTO: [852, 1138, 890, 1150]
masthead-rule: [43, 96, 1406, 100]
publication-dates: (14, 15 y 21): [1314, 1960, 1369, 1972]
notice-signature-line: JENARO ABNER LUNA CERVANTES: [1031, 1357, 1198, 1369]
page-number: 6: [43, 45, 69, 91]
notice-signature-line: ÁNGEL GABRIEL GAMEZ VÁZQUEZ: [168, 1541, 334, 1552]
legal-notice: [1005, 1418, 1225, 1676]
notice-signature-line: JESUS RAFAEL ENCINAS MORENO: [788, 1709, 954, 1721]
notice-body: AL C. JUAN ANTONIO MANZANILLA CHAN. CON DOMICILIO DESCONOCIDO. SE HACE SABER A USTED QUE EN EL JUZGADO PRIMERO DE LO CIVIL DEL PRIMER DISTRITO JUDICIAL DEL ESTADO, Y MEDIANTE AUTO DE FECHA 16 DE MAYO DE DOS MIL VEINTICUATRO, SE RADICÓ EL EXPEDIENTE 665/2022, RELATIVO AL JUICIO ORDINARIO CIVIL PROMOVIDO POR ADRIÁN MARTÍNEZ GARZA, ROGELIO SÁENZ CONTRERAS, ROBERTO CUEVA ZAMBRANO Y JUAN ÁNGEL GONZÁLEZ CONTRERAS EN CONTRA DE JUAN ANTONIO MANZANILLA CHAN Y OTROS, Y UNA VEZ REALIZADA UNA REVISIÓN MINUCIOSA DE LAS ACTUACIONES QUE INTEGRAN EL PRESENTE ASUNTO, ESPECIFICAMENTE LOS INFORMES RENDIDOS POR LAS DIVERSAS DEPENDENCIAS QUE LLEVARON ACABO LA BUSQUEDA Y LOCALIZACIÓN DE LA PARTE DEMANDADA, SE ADVIERTE QUE SE OBTUVIERON RESULTADOS DESFAVORABLES Y POR AUTO DE FECHA 20 DE FEBRERO DE 2024 DOS MIL VEINTICUATRO, ORDENÓ QUE SE LE EMPLAZARÁ POR MEDIO DE EDICTOS QUE DEBERÁN DE PUBLICARSE 3 VECES CONSECUTIVAS, EN EL PERIODICO OFICIAL DEL ESTADO, EN EL PERIODICO DE MAYOR CIRCULACIÓN (A ELECCION DEL ACCIONANTE) SIENDO ESTOS, "EL NORTE", "EL PORVENIR", "ABC", "MILENIO", QUE SE EDITAN EN ESTA CIUDAD, ASI COMO EN EL BOLETIN JUDICIAL, PARA EFECTO DE QUE DENTRO DEL TERMINO DE 09 NUEVE DIAS PRODUZCAN SU CONTESTACIÓN A LA DEMANDA INTERPUESTA EN SU CONTRA, QUEDANDO A SU DISPOSICIÓN EN EL LOCAL DE ESTE JUZGADO, LAS COPIAS DE TRASLADO RESPECTIVAS, CON FUNDAMENTO EN EL ARTICULO 73 DEL CÓDIGO DE PROCEDIMIENTOS CIVILES PARA EL ESTADO DE NUEVO LEON, EN LA INTELIGENCIA DE QUE EL EMPLAZAMIENTO HECHO DE ESTA MANERA SURTIRA SUS EFECTOS A LOS DIEZ DIAS DESPUES, CONTADOS DESDE EL SIGUIENTE DÍA DE LA ÚLTIMA PUBLICACIÓN, FINALMENTE, PREVENGASE A LA PARTE DEMANDADA, POR MEDIO DEL EDICTO RESPECTIVO PARA QUE SEÑALE DOMICILIO EN CUALQUIERA DE LOS MUNICIPIOS DE APODACA, GENERAL ESCOBEDO, GUADALUPE, MONTERREY, SAN NICOLAS DE LOS GARZA, SAN PEDRO GARZA GARCIA Y SANTA CATARINA, NUEVO LEÓN, PARA EL EFECTO DE OÍR Y RECIBIR NOTIFICACIONES, BAJO EL APERCIBIMIENTO DE QUE EN CASO DE NO HACERLO ASI LAS SUBSECUENTES NOTIFICACIONES, AUN LAS DE CARACTER PERSONAL, SE LE PRACTICARAN POR MEDIO DE INSTRUCTIVO QUE SE FIJE EN LA TABLA DE AVISOS DE ESTE JUZGADO, ACORDE AL NUMERAL 68 DEL CODIGO ADJETIVO CIVIL.: [1005, 652, 1225, 1355]
notice-signature-line: ROLANDO EDUARDO GUTIÉRREZ ROBLES: [1241, 908, 1442, 920]
